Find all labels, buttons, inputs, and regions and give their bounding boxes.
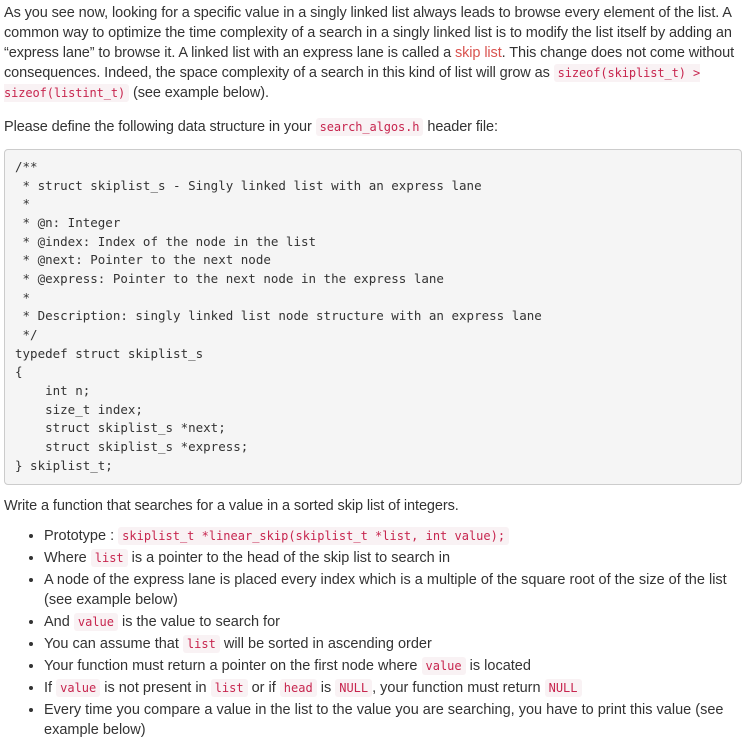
define-paragraph: [4, 117, 742, 137]
req-express-lane: [44, 570, 742, 610]
req-text: Where: [44, 550, 91, 567]
req-value-param: [44, 612, 742, 632]
header-file-code: search_algos.h: [316, 118, 424, 136]
req-return: [44, 656, 742, 676]
req-text: will be sorted in ascending order: [219, 636, 432, 653]
req-text: Every time you compare a value in the list to the value you are searching, you have to print this value (see example below): [44, 702, 724, 739]
null-code: NULL: [545, 679, 582, 697]
define-text-2: header file:: [423, 119, 498, 135]
task-paragraph: Write a function that searches for a value in a sorted skip list of integers.: [4, 498, 459, 515]
req-text: , your function must return: [372, 680, 545, 697]
req-text: Prototype :: [44, 528, 119, 545]
req-text: or if: [247, 680, 280, 697]
req-text: If: [44, 680, 57, 697]
req-text: is a pointer to the head of the skip list to search in: [127, 550, 451, 567]
intro-sizeof-code: sizeof(skiplist_t) > sizeof(listint_t): [4, 66, 701, 100]
intro-paragraph: [4, 3, 742, 103]
req-null-return: [44, 678, 742, 698]
intro-text-3: (see example below).: [129, 85, 269, 101]
req-text: Your function must return a pointer on the first node where: [44, 658, 422, 675]
req-list-param: [44, 548, 742, 568]
req-text: is not present in: [100, 680, 211, 697]
intro-text-1: As you see now, looking for a specific value in a singly linked list always leads to browse every element of the list. A common way to optimize the time complexity of a search in a singly linked list is to modify the list itself by adding an “express lane” to browse it. A linked list with an express lane is called a: [4, 5, 732, 61]
null-code: NULL: [335, 679, 372, 697]
define-text-1: Please define the following data structure in your: [4, 119, 316, 135]
value-code: value: [422, 657, 466, 675]
list-code: list: [91, 549, 128, 567]
value-code: value: [56, 679, 100, 697]
req-sorted: [44, 634, 742, 654]
head-code: head: [280, 679, 317, 697]
list-code: list: [211, 679, 248, 697]
list-code: list: [183, 635, 220, 653]
prototype-code: skiplist_t *linear_skip(skiplist_t *list, int value);: [118, 527, 509, 545]
req-text: You can assume that: [44, 636, 183, 653]
req-text: A node of the express lane is placed every index which is a multiple of the square root of the size of the list (see example below): [44, 572, 727, 609]
struct-code-block: /** * struct skiplist_s - Singly linked list with an express lane * * @n: Integer * @index: Index of the node in the list * @next: Pointer to the next node * @express: Pointer to the next node in the express lane * * Description: singly linked list node structure with an express lane */ typedef struct skiplist_s { int n; size_t index; struct skiplist_s *next; struct skiplist_s *express; } skiplist_t;: [4, 149, 742, 485]
skip-list-link[interactable]: skip list: [455, 45, 502, 61]
intro-text-2: . This change does not come without consequences. Indeed, the space complexity of a search in this kind of list will grow as: [4, 45, 735, 81]
req-text: is the value to search for: [117, 614, 280, 631]
requirements-list: [4, 526, 742, 740]
req-text: is: [316, 680, 336, 697]
req-text: is located: [465, 658, 531, 675]
req-print: [44, 700, 742, 740]
req-prototype: [44, 526, 742, 546]
value-code: value: [74, 613, 118, 631]
req-text: And: [44, 614, 74, 631]
